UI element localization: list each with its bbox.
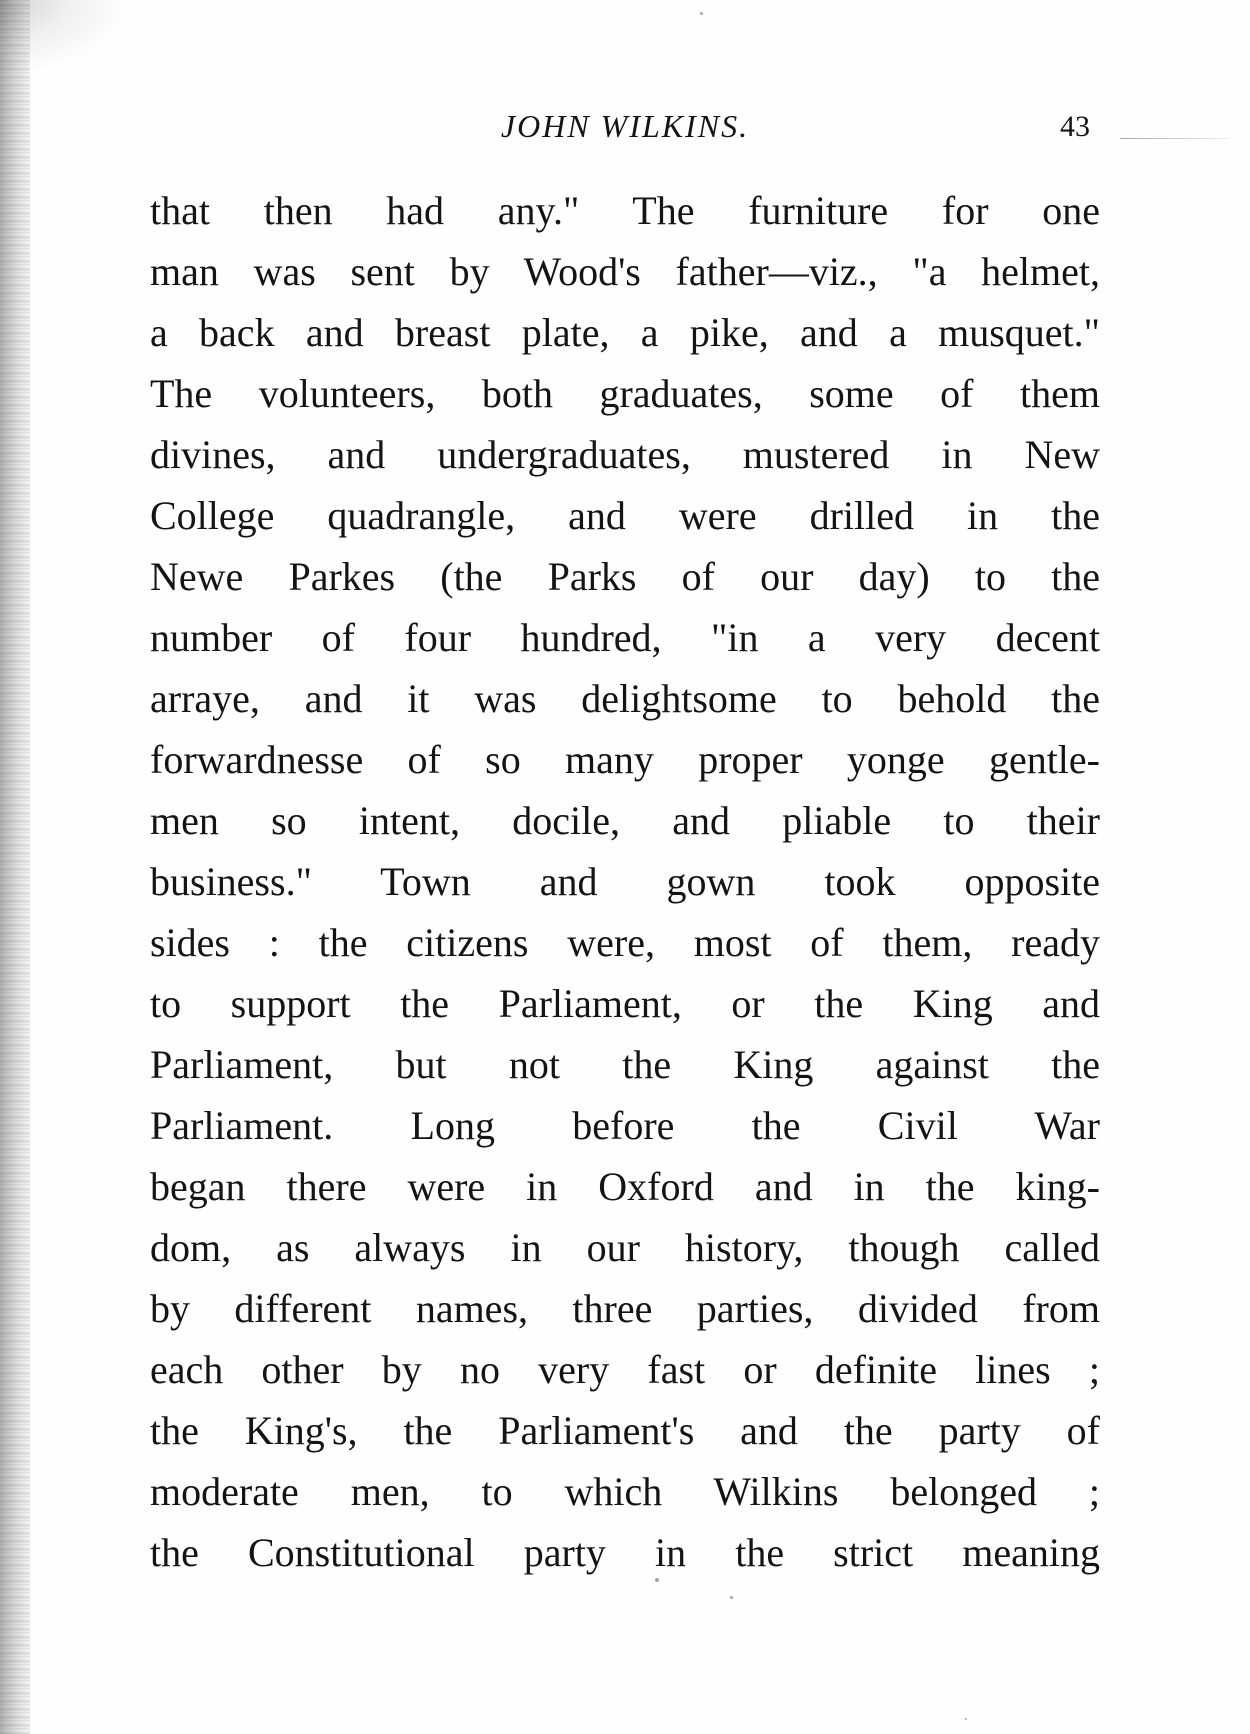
text-line: men so intent, docile, and pliable to their xyxy=(150,798,1100,843)
text-line: Newe Parkes (the Parks of our day) to the xyxy=(150,554,1100,599)
text-line: Parliament, but not the King against the xyxy=(150,1042,1100,1087)
text-line: divines, and undergraduates, mustered in New xyxy=(150,432,1100,477)
page-number: 43 xyxy=(1060,110,1090,143)
paper-speck xyxy=(965,1718,967,1720)
scan-corner-shadow xyxy=(0,0,120,70)
body-text xyxy=(150,180,1100,1583)
text-line: business." Town and gown took opposite xyxy=(150,859,1100,904)
text-line: forwardnesse of so many proper yonge gentle- xyxy=(150,737,1100,782)
text-line: The volunteers, both graduates, some of them xyxy=(150,371,1100,416)
text-line: man was sent by Wood's father—viz., "a helmet, xyxy=(150,249,1100,294)
scan-edge-shadow xyxy=(0,0,30,1734)
text-line: number of four hundred, "in a very decent xyxy=(150,615,1100,660)
page-header xyxy=(150,108,1100,148)
text-line: a back and breast plate, a pike, and a musquet." xyxy=(150,310,1100,355)
text-line: the Constitutional party in the strict meaning xyxy=(150,1530,1100,1575)
paper-speck xyxy=(730,1596,733,1599)
paper-speck xyxy=(655,1578,659,1582)
text-line: dom, as always in our history, though called xyxy=(150,1225,1100,1270)
text-line: College quadrangle, and were drilled in the xyxy=(150,493,1100,538)
text-line: sides : the citizens were, most of them, ready xyxy=(150,920,1100,965)
text-line: began there were in Oxford and in the king- xyxy=(150,1164,1100,1209)
paper-speck xyxy=(700,12,703,15)
text-line: arraye, and it was delightsome to behold the xyxy=(150,676,1100,721)
text-line: by different names, three parties, divided from xyxy=(150,1286,1100,1331)
text-line: moderate men, to which Wilkins belonged ; xyxy=(150,1469,1100,1514)
pencil-mark xyxy=(1120,138,1230,139)
text-line: to support the Parliament, or the King and xyxy=(150,981,1100,1026)
text-line: the King's, the Parliament's and the party of xyxy=(150,1408,1100,1453)
text-line: Parliament. Long before the Civil War xyxy=(150,1103,1100,1148)
text-line: that then had any." The furniture for one xyxy=(150,188,1100,233)
text-line: each other by no very fast or definite lines ; xyxy=(150,1347,1100,1392)
running-title: JOHN WILKINS. xyxy=(500,108,750,144)
